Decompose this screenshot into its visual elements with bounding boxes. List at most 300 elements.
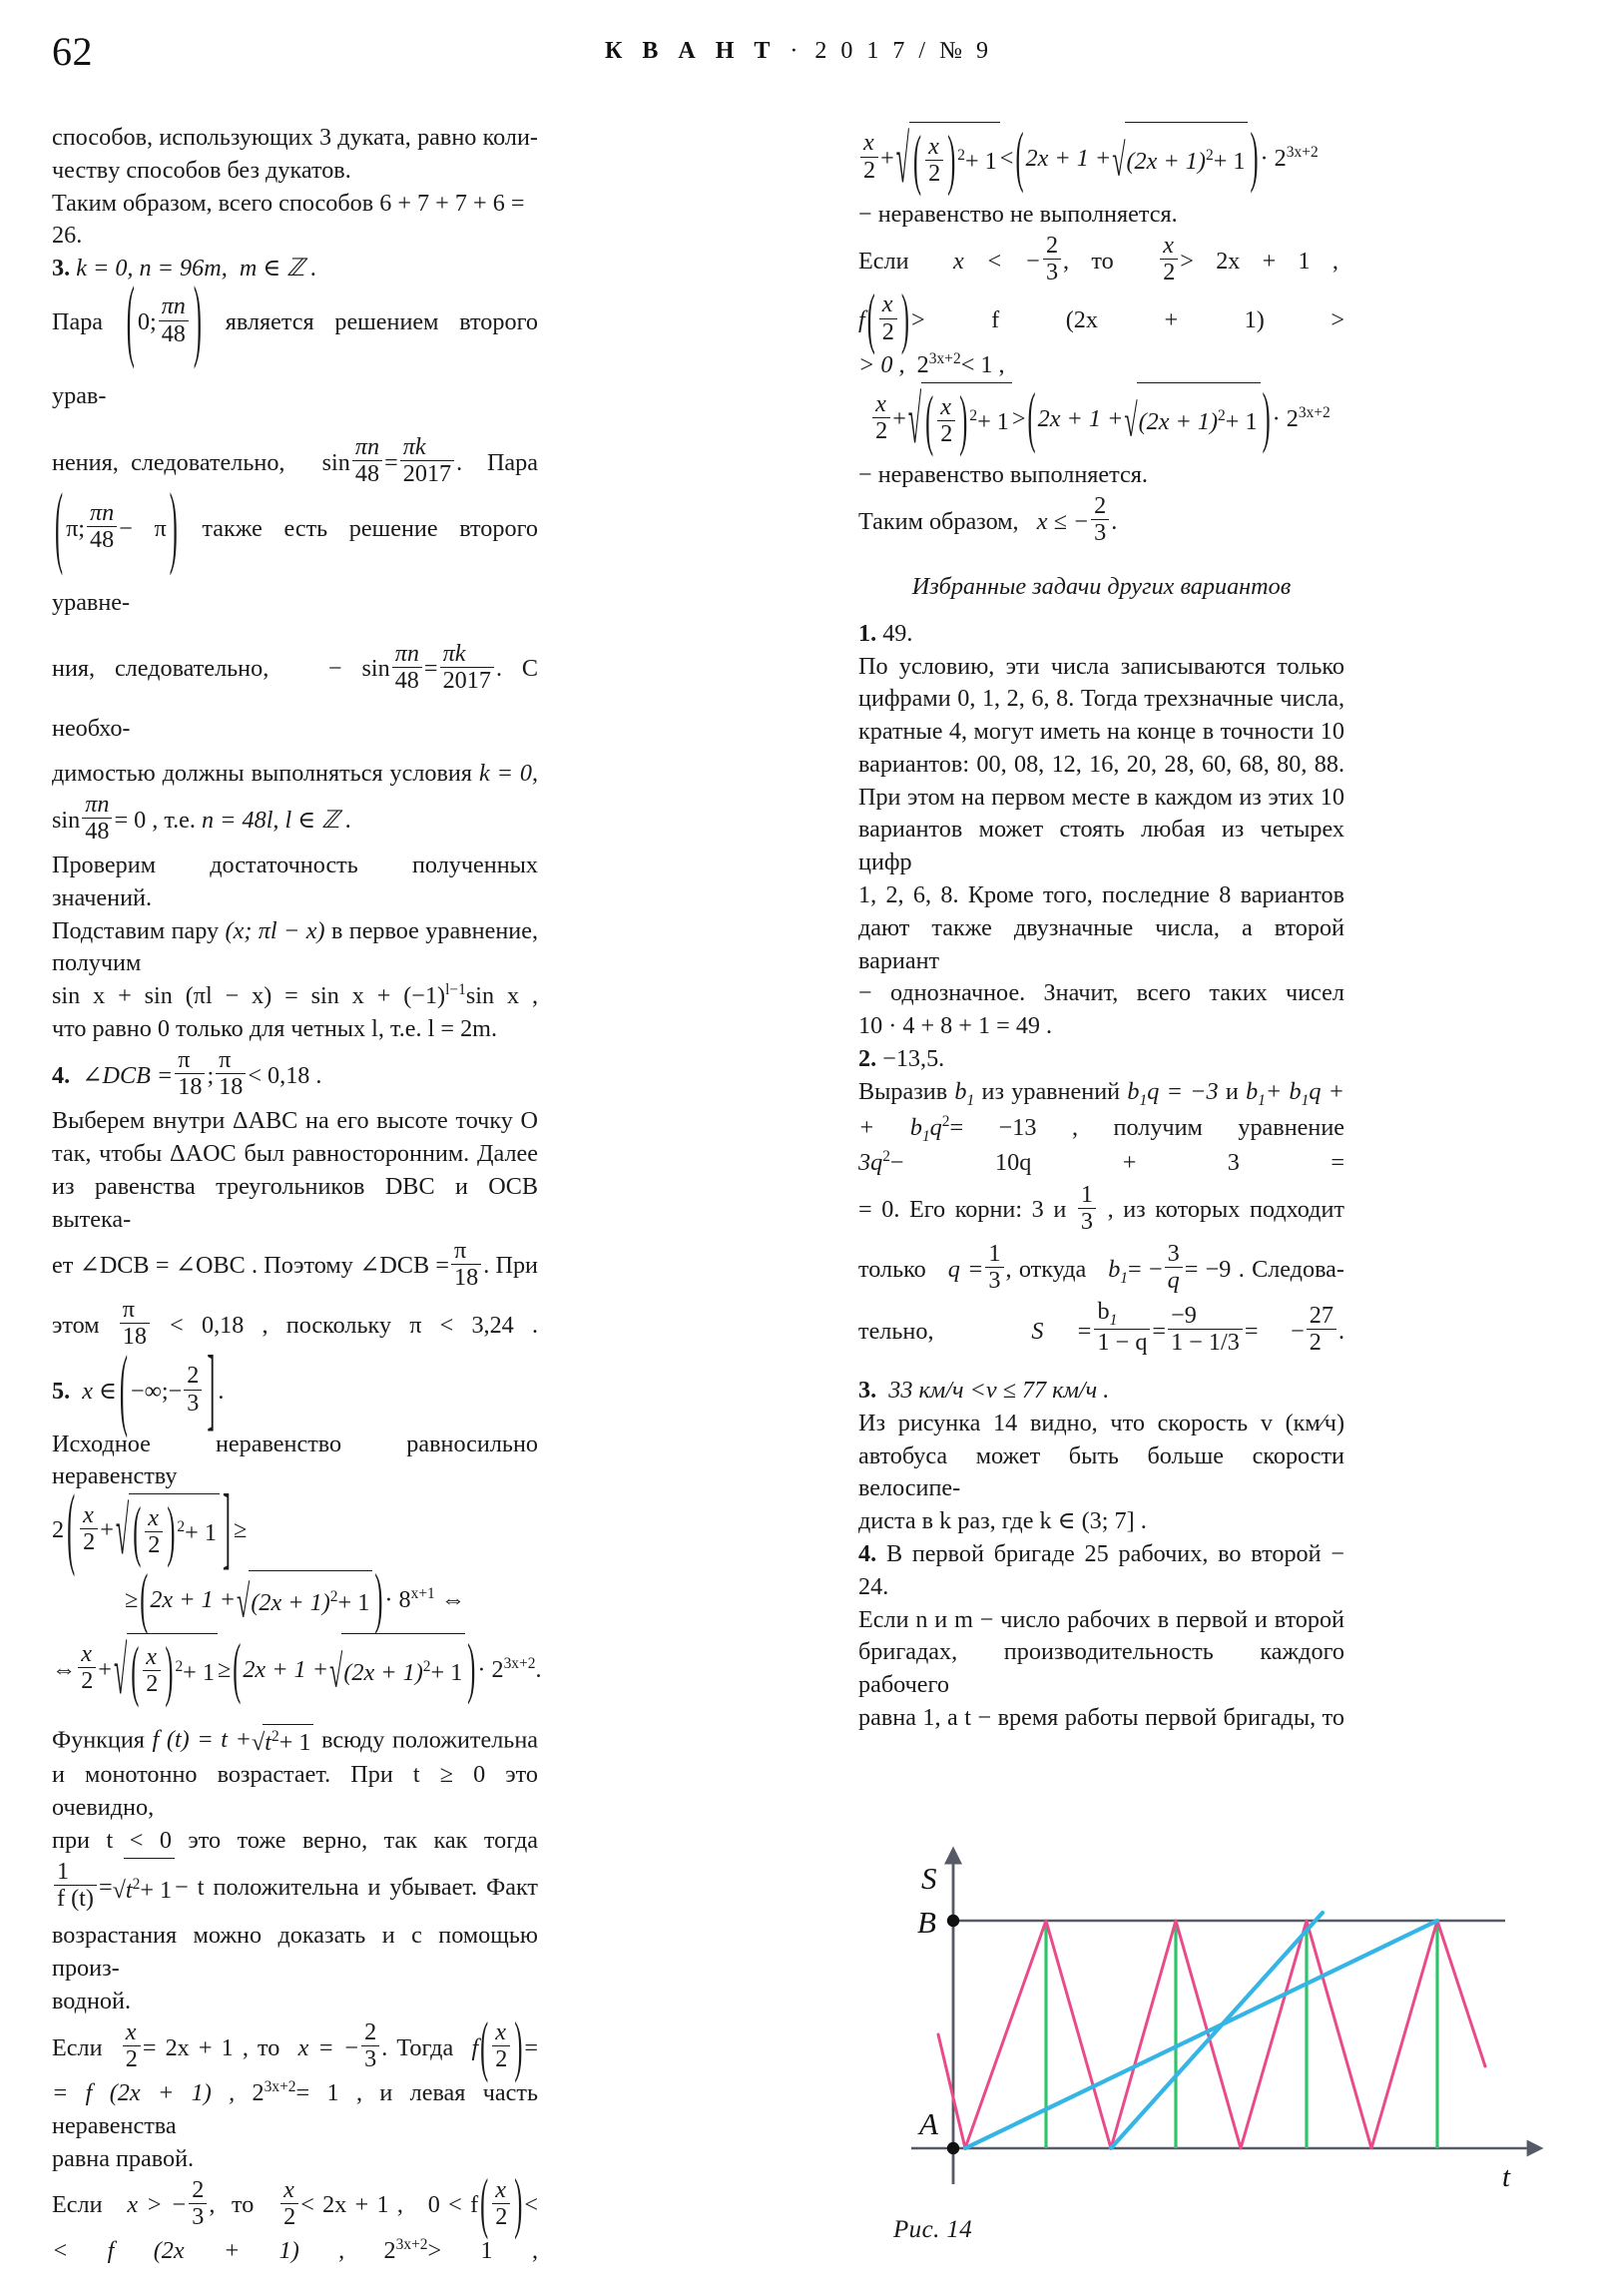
interval-answer bbox=[82, 1338, 225, 1441]
text-et-dcb: ет ∠DCB = ∠OBC . Поэтому ∠DCB = bbox=[52, 1252, 449, 1280]
journal-header bbox=[0, 38, 1597, 65]
frac-numerator: π bbox=[219, 1046, 232, 1074]
paren-close: ) bbox=[165, 1633, 174, 1710]
q-eq-1-3 bbox=[947, 1240, 1006, 1295]
S-equals: S = bbox=[1031, 1317, 1093, 1345]
item-5-label: 5. bbox=[52, 1377, 71, 1405]
var-b1 bbox=[954, 1077, 975, 1109]
exponent: 3x+2 bbox=[395, 2235, 428, 2253]
exponent: 2 bbox=[1218, 407, 1226, 425]
paragraph-one-over-f bbox=[52, 1858, 538, 1921]
exponent: l−1 bbox=[445, 981, 466, 999]
frac-denominator: 2 bbox=[860, 157, 878, 184]
frac-denominator: 2 bbox=[879, 318, 897, 345]
exponent: 2 bbox=[969, 407, 978, 425]
frac-denominator: 18 bbox=[451, 1264, 481, 1291]
exponent: 3x+2 bbox=[1286, 143, 1319, 161]
page-folio: 62 bbox=[52, 29, 93, 74]
right-column bbox=[858, 119, 1344, 1735]
base-2: 2 bbox=[916, 351, 929, 379]
sqrt-2x1-sq-p1-b bbox=[328, 1633, 465, 1710]
sqrt-2x1-sq bbox=[1111, 122, 1248, 199]
text-to: , то bbox=[1063, 247, 1114, 275]
paren-open: ( bbox=[480, 2166, 489, 2243]
paren-open: ( bbox=[866, 282, 875, 357]
task-2-line-2 bbox=[858, 1112, 1344, 1181]
task-1-line-4: вариантов: 00, 08, 12, 16, 20, 28, 60, 68, 80, 88. bbox=[858, 750, 1344, 778]
task-4-label: 4. bbox=[858, 1539, 877, 1567]
plus-one: + 1 bbox=[278, 1728, 311, 1756]
gt-2x1: > 2x + 1 , bbox=[1180, 247, 1338, 275]
subscript: 1 bbox=[1258, 1091, 1266, 1109]
task-3-answer bbox=[858, 1375, 1344, 1408]
f-t-definition: f (t) = t + bbox=[152, 1726, 252, 1754]
paragraph-eq-f2x1 bbox=[52, 2077, 538, 2143]
sum-S-formula bbox=[1031, 1297, 1344, 1357]
task-1-label: 1. bbox=[858, 619, 877, 647]
frac-denominator: 2 bbox=[1160, 259, 1178, 286]
radical-sign: √ bbox=[1112, 135, 1126, 187]
paren-open: ( bbox=[925, 383, 934, 459]
paren-open: ( bbox=[1027, 380, 1036, 456]
frac-numerator: x bbox=[125, 2018, 137, 2046]
frac-denominator: 2017 bbox=[400, 460, 454, 487]
gt-zero: > 0 , bbox=[858, 351, 905, 379]
exponent: 2 bbox=[1205, 146, 1214, 164]
frac-numerator: πk bbox=[442, 639, 466, 667]
base-2: 2 bbox=[252, 2079, 265, 2107]
exponent: 2 bbox=[329, 1588, 338, 1606]
subscript: 1 bbox=[1139, 1091, 1148, 1109]
text-sledova: Следова- bbox=[1252, 1255, 1344, 1283]
task-1-answer bbox=[858, 618, 1344, 651]
paren-close: ) bbox=[1250, 119, 1259, 196]
frac-denominator: 48 bbox=[392, 667, 422, 694]
right-inequality-2 bbox=[858, 382, 1344, 459]
inequality-line-1 bbox=[52, 1477, 538, 1580]
point-B-dot bbox=[947, 1915, 959, 1927]
req1-body bbox=[858, 119, 1319, 199]
period: . bbox=[535, 1655, 542, 1683]
x-lt-minus-23 bbox=[953, 232, 1063, 287]
iff-sign: ⇔ bbox=[52, 1655, 77, 1683]
frac-denominator: 48 bbox=[82, 818, 112, 845]
paragraph-ways-2: чествy способов без дукатов. bbox=[52, 156, 351, 184]
q-symbol: q bbox=[929, 1113, 942, 1141]
exponent: 2 bbox=[941, 1112, 950, 1130]
equals: = bbox=[423, 655, 438, 683]
lt-sign: < bbox=[999, 145, 1014, 172]
paren-close: ) bbox=[959, 383, 968, 459]
frac-numerator: x bbox=[146, 1643, 158, 1671]
task-4-line-3: бригадах, производительность каждого рабочего bbox=[858, 1638, 1344, 1699]
task-3-label: 3. bbox=[858, 1377, 877, 1405]
paragraph-podstavim bbox=[52, 915, 538, 948]
paren-open: ( bbox=[480, 2009, 489, 2085]
frac-numerator: 2 bbox=[192, 2175, 205, 2203]
b-symbol: b bbox=[1108, 1255, 1121, 1283]
frac-denominator: 2 bbox=[280, 2203, 298, 2230]
frac-denominator: 2 bbox=[145, 1531, 163, 1558]
frac-denominator: 18 bbox=[175, 1073, 205, 1100]
frac-denominator: 3 bbox=[1091, 519, 1109, 546]
paren-open: ( bbox=[913, 123, 922, 199]
text-and: и bbox=[1225, 1077, 1239, 1105]
equals-minus: = − bbox=[1244, 1317, 1305, 1345]
frac-denominator: f (t) bbox=[54, 1885, 97, 1912]
text-togda: . Тогда bbox=[381, 2033, 454, 2061]
frac-denominator: 2 bbox=[80, 1528, 98, 1555]
frac-denominator: 48 bbox=[87, 526, 117, 553]
frac-denominator: 2 bbox=[492, 2045, 510, 2072]
paren-close: ) bbox=[514, 2166, 523, 2243]
frac-numerator bbox=[1094, 1299, 1150, 1330]
frac-numerator: x bbox=[495, 2018, 506, 2046]
figure-14 bbox=[891, 1845, 1580, 2274]
task-1-line-7: 1, 2, 6, 8. Кроме того, последние 8 вариантов bbox=[858, 881, 1344, 909]
paren-close: ) bbox=[900, 282, 909, 357]
sin-sum-body: sin x + sin (πl − x) = sin x + (−1) bbox=[52, 982, 446, 1010]
zero-lt-f: 0 < f bbox=[427, 2191, 479, 2219]
paragraph-ishodnoe: Исходное неравенство равносильно неравенству bbox=[52, 1430, 538, 1490]
text-etom: этом bbox=[52, 1311, 100, 1339]
subscript: 1 bbox=[921, 1127, 930, 1145]
answer-item-4 bbox=[52, 1046, 538, 1105]
exponent: 2 bbox=[177, 1518, 186, 1536]
x2-gt-2x1 bbox=[1158, 232, 1338, 287]
frac-denominator: 2 bbox=[925, 160, 943, 187]
frac-numerator: x bbox=[940, 392, 951, 420]
frac-pin-48 bbox=[159, 293, 189, 346]
coeff-2: 2 bbox=[52, 1516, 65, 1544]
pair2-pi: π; bbox=[66, 514, 85, 542]
sqrt-x2-sq-p1 bbox=[114, 1493, 220, 1570]
plus-one: + 1 bbox=[337, 1589, 370, 1617]
ge-sign: ≥ bbox=[234, 1516, 248, 1544]
text-esli: Если bbox=[52, 2033, 103, 2061]
pair-zero: 0; bbox=[137, 307, 157, 335]
paren-close: ) bbox=[169, 475, 178, 579]
word-para-2: Пара bbox=[486, 448, 538, 476]
task-1-line-3: кратные 4, могут иметь на конце в точности 10 bbox=[858, 718, 1344, 746]
frac-numerator: πn bbox=[85, 791, 110, 819]
frac-numerator: 2 bbox=[364, 2018, 377, 2046]
equals-zero: = 0 , т.е. bbox=[114, 806, 196, 834]
inner-2x1: (2x + 1) bbox=[1138, 408, 1219, 436]
text-to: то bbox=[257, 2033, 280, 2061]
exponent: 2 bbox=[422, 1657, 431, 1675]
exponent: 2 bbox=[175, 1657, 184, 1675]
paren-open: ( bbox=[119, 1338, 128, 1441]
radical-sign: √ bbox=[113, 1633, 128, 1710]
text-polozhitelna: положительна и убывает. Факт bbox=[213, 1873, 538, 1901]
paragraph-vodnoy: водной. bbox=[52, 1987, 131, 2014]
paren-close: ) bbox=[374, 1561, 383, 1638]
f-symbol: f bbox=[858, 305, 865, 333]
sqrt-2x1-sq-2 bbox=[1123, 382, 1260, 459]
frac-numerator: 2 bbox=[187, 1362, 200, 1390]
task-3-line-1: Из рисунка 14 видно, что скорость v (км∕ч) bbox=[858, 1409, 1344, 1436]
paragraph-vozrastaniya: возрастания можно доказать и с помощью произ- bbox=[52, 1922, 538, 1983]
frac-numerator: π bbox=[454, 1236, 467, 1264]
frac-numerator: x bbox=[148, 1503, 159, 1531]
text-nenia: нения, следовательно, bbox=[52, 448, 285, 476]
zero-lt-f-x2 bbox=[427, 2166, 539, 2243]
sin-op: sin bbox=[321, 448, 350, 476]
paren-open: ( bbox=[131, 1633, 140, 1710]
task-1-line-2: цифрами 0, 1, 2, 6, 8. Тогда трехзначные числа, bbox=[858, 685, 1344, 713]
radical-sign: √ bbox=[251, 1728, 266, 1756]
exponent: x+1 bbox=[410, 1585, 435, 1603]
text-v-pervoe: в первое уравнение, bbox=[330, 916, 539, 944]
task-2-line-5 bbox=[858, 1299, 1344, 1361]
text-inequality-fails: − неравенство не выполняется. bbox=[858, 200, 1178, 228]
text-otkuda: , откуда bbox=[1005, 1255, 1087, 1283]
mult-8: · 8 bbox=[384, 1586, 411, 1614]
frac-numerator: 2 bbox=[1094, 492, 1107, 520]
b-symbol: b bbox=[1097, 1297, 1110, 1325]
item-3-n: n = 96m, bbox=[139, 255, 228, 283]
eq-x2-2x1 bbox=[121, 2018, 249, 2073]
radical-sign: √ bbox=[1124, 395, 1138, 447]
period: . bbox=[218, 1377, 225, 1405]
period: . bbox=[1111, 507, 1118, 535]
frac-numerator: πn bbox=[90, 499, 115, 527]
paragraph-monotonno: и монотонно возрастает. При t ≥ 0 это очевидно, bbox=[52, 1761, 538, 1822]
text-also-solution: также есть решение второго уравне- bbox=[52, 514, 538, 616]
frac-denominator: 2 bbox=[143, 1670, 161, 1697]
paren-close: ) bbox=[1262, 380, 1271, 456]
paren-close: ) bbox=[167, 1494, 176, 1570]
subscript: 1 bbox=[1301, 1091, 1310, 1109]
plus-one: + 1 bbox=[1225, 408, 1258, 436]
bracket-close: ] bbox=[207, 1338, 216, 1441]
exponent: 3x+2 bbox=[1298, 404, 1331, 422]
x-le-minus: x ≤ − bbox=[1036, 507, 1090, 535]
mult-2: · 2 bbox=[1272, 405, 1299, 433]
text-esli-2: Если bbox=[52, 2191, 103, 2219]
eq3-body bbox=[52, 1630, 542, 1710]
plus-one: + 1 bbox=[430, 1658, 463, 1686]
answer-item-3 bbox=[52, 253, 538, 286]
left-column bbox=[52, 122, 542, 2268]
minus-sin-op: − sin bbox=[327, 655, 390, 683]
x-eq-minus: x = − bbox=[297, 2033, 360, 2061]
iff-sign-1: ⇔ bbox=[440, 1586, 466, 1614]
f-of-x2-1 bbox=[471, 2009, 539, 2085]
radical-sign: √ bbox=[329, 1646, 343, 1698]
minus-sign: − bbox=[168, 1377, 183, 1405]
radical-sign: √ bbox=[907, 383, 922, 459]
radical-sign: √ bbox=[237, 1577, 251, 1629]
plus-one: + 1 bbox=[964, 148, 997, 176]
q-eq-minus3: q = −3 bbox=[1147, 1077, 1219, 1105]
frac-numerator: x bbox=[863, 129, 874, 157]
sqrt-2x1-sq-p1 bbox=[236, 1570, 372, 1632]
radical-sign: √ bbox=[112, 1877, 126, 1905]
text-s-neobho: . С необхо- bbox=[52, 655, 539, 742]
paragraph-vyberem: Выберем внутри ΔABC на его высоте точку O bbox=[52, 1107, 538, 1135]
q-equals: q = bbox=[947, 1255, 984, 1283]
task-1-line-10: 10 · 4 + 8 + 1 = 49 . bbox=[858, 1012, 1053, 1040]
inner-2x1: (2x + 1) bbox=[1126, 148, 1206, 176]
mult-2: · 2 bbox=[1260, 145, 1287, 172]
frac-numerator: x bbox=[283, 2175, 294, 2203]
item-3-label: 3. bbox=[52, 255, 71, 283]
frac-denominator: q bbox=[1165, 1267, 1183, 1294]
plus-one: + 1 bbox=[1213, 148, 1246, 176]
x2-lt-2x1 bbox=[278, 2175, 403, 2231]
text-iz-kotoryh: , из которых подходит bbox=[1107, 1196, 1344, 1224]
subscript: 1 bbox=[966, 1091, 975, 1109]
f-symbol: f bbox=[471, 2033, 479, 2061]
paren-open: ( bbox=[133, 1494, 142, 1570]
n-eq-48l: n = 48l, bbox=[202, 806, 279, 834]
frac-denominator: 3 bbox=[361, 2045, 379, 2072]
paragraph-esli-1 bbox=[52, 2009, 539, 2085]
task-4-line-2: Если n и m − число рабочих в первой и второй bbox=[858, 1605, 1344, 1633]
paren-open: ( bbox=[1015, 119, 1024, 196]
lt-f-2x1: < f (2x + 1) , bbox=[52, 2236, 345, 2264]
text-nia-sled2: ния, следовательно, bbox=[52, 655, 269, 683]
req2-body bbox=[870, 380, 1331, 459]
plus-one: + 1 bbox=[185, 1519, 217, 1547]
frac-denominator: 1 − 1/3 bbox=[1168, 1329, 1243, 1356]
mult-2: · 2 bbox=[477, 1655, 504, 1683]
point-A-dot bbox=[947, 2142, 959, 2154]
frac-numerator: x bbox=[881, 290, 893, 318]
paren-open: ( bbox=[55, 475, 64, 579]
item-3-k: k = 0, bbox=[76, 255, 134, 283]
sqrt-t2-p1-b bbox=[113, 1858, 176, 1920]
frac-denominator: 48 bbox=[352, 460, 382, 487]
task-3-line-3: диста в k раз, где k ∈ (3; 7] . bbox=[858, 1507, 1147, 1535]
section-heading-selected-problems: Избранные задачи других вариантов bbox=[911, 573, 1292, 601]
text-iz-uravneniy: из уравнений bbox=[981, 1077, 1121, 1105]
eq-minus13: = −13 , получим уравнение bbox=[949, 1113, 1344, 1141]
figure-caption: Рис. 14 bbox=[893, 2216, 973, 2243]
sqrt-x2-sq bbox=[894, 122, 1000, 199]
paragraph-minus-sin bbox=[52, 639, 538, 758]
text-inequality-holds: − неравенство выполняется. bbox=[858, 460, 1148, 488]
plus: + bbox=[880, 145, 894, 172]
lt-sign: < bbox=[524, 2191, 539, 2219]
comma: , bbox=[209, 2191, 216, 2219]
gt-sign: > bbox=[1011, 405, 1026, 433]
frac-numerator: x bbox=[1163, 232, 1174, 260]
ge-sign: ≥ bbox=[217, 1655, 232, 1683]
paragraph-proverim: Проверим достаточность полученных значений. bbox=[52, 852, 538, 911]
bus-ray-1 bbox=[965, 1921, 1437, 2148]
equals: = bbox=[98, 1873, 113, 1901]
paragraph-sin-zero bbox=[52, 791, 538, 850]
frac-numerator: 2 bbox=[1045, 232, 1059, 260]
final-answer-x bbox=[1036, 492, 1118, 547]
sqrt-x2-sq-p1-b bbox=[112, 1633, 218, 1710]
task-2-line-3 bbox=[858, 1180, 1344, 1239]
sqrt-x2-sq-2 bbox=[906, 382, 1012, 459]
task-1-line-5: При этом на первом месте в каждом из этих 10 bbox=[858, 783, 1344, 811]
frac-denominator: 3 bbox=[189, 2203, 207, 2230]
frac-numerator: πk bbox=[402, 433, 426, 461]
x-gt-minus: x > − bbox=[127, 2191, 188, 2219]
b1-value bbox=[1108, 1240, 1245, 1295]
frac-numerator: 1 bbox=[1080, 1180, 1093, 1208]
text-esli: Если bbox=[858, 247, 909, 275]
exponent: 2 bbox=[270, 1727, 279, 1745]
paren-open: ( bbox=[67, 1477, 76, 1580]
figure-14-svg bbox=[891, 1845, 1580, 2244]
task-1-line-6: вариантов может стоять любая из четырех цифр bbox=[858, 816, 1344, 876]
radical-sign: √ bbox=[895, 123, 910, 199]
gt-one: > 1 , bbox=[427, 2236, 538, 2264]
b-symbol: b bbox=[1127, 1077, 1140, 1105]
text-vyraziv: Выразив bbox=[858, 1077, 948, 1105]
header-separator: · bbox=[790, 38, 802, 64]
frac-denominator: 18 bbox=[216, 1073, 246, 1100]
radical-sign: √ bbox=[115, 1494, 130, 1570]
task-4-text-1: В первой бригаде 25 рабочих, во второй − 24. bbox=[858, 1539, 1344, 1600]
paragraph-pair-2 bbox=[52, 475, 538, 640]
eq-minus9: = −9 . bbox=[1184, 1255, 1245, 1283]
right-inequality-1 bbox=[858, 119, 1344, 199]
equation-1-over-ft bbox=[52, 1858, 205, 1913]
frac-numerator: πn bbox=[354, 433, 380, 461]
frac-pi-18 bbox=[451, 1238, 481, 1291]
ge-sign: ≥ bbox=[124, 1586, 139, 1614]
exponent: 3x+2 bbox=[264, 2078, 296, 2095]
frac-denominator: 18 bbox=[120, 1323, 150, 1350]
text-poluchim: получим bbox=[52, 949, 142, 977]
text-pow-tail: = 1 , и левая часть неравенства bbox=[52, 2079, 538, 2139]
subscript: 1 bbox=[1120, 1269, 1129, 1287]
frac-denominator: 2 bbox=[123, 2045, 141, 2072]
b-symbol: b bbox=[1246, 1077, 1259, 1105]
expr-2x1: 2x + 1 + bbox=[150, 1586, 237, 1614]
task-2-answer bbox=[858, 1043, 1344, 1076]
frac-denominator: 2017 bbox=[440, 667, 494, 694]
task-2-line-1 bbox=[858, 1076, 1344, 1112]
paragraph-dimostyu bbox=[52, 758, 538, 791]
plus-one: + 1 bbox=[183, 1658, 215, 1686]
frac-numerator: −9 bbox=[1171, 1302, 1197, 1330]
expr-2x1: 2x + 1 + bbox=[243, 1655, 329, 1683]
minus-t: − t bbox=[175, 1873, 205, 1901]
lt-2x1: < 2x + 1 , bbox=[300, 2191, 403, 2219]
plus-one: + 1 bbox=[977, 408, 1009, 436]
paren-open: ( bbox=[233, 1630, 242, 1707]
eq1-body bbox=[52, 1477, 248, 1580]
frac-numerator: x bbox=[81, 1640, 92, 1668]
frac-numerator: x bbox=[495, 2175, 506, 2203]
paren-close: ) bbox=[947, 123, 956, 199]
x-gt-minus-23 bbox=[127, 2175, 216, 2231]
text-podstavim: Подставим пару bbox=[52, 916, 220, 944]
text-to-2: то bbox=[231, 2191, 255, 2219]
axis-y-label: S bbox=[921, 1861, 937, 1896]
plus: + bbox=[892, 405, 906, 433]
paren-open: ( bbox=[140, 1561, 149, 1638]
paren-open: ( bbox=[126, 269, 135, 372]
pow-eq-1 bbox=[253, 2079, 296, 2106]
text-dimostyu: димостью должны выполняться условия bbox=[52, 760, 472, 788]
less-than-018: < 0,18 . bbox=[248, 1061, 322, 1089]
frac-denominator: 2 bbox=[1307, 1329, 1336, 1356]
sin-op: sin bbox=[52, 806, 81, 834]
paragraph-tak-chtoby: так, чтобы ΔAOC был равносторонним. Далее bbox=[52, 1139, 538, 1167]
task-1-value: 49. bbox=[882, 619, 913, 647]
frac-numerator: x bbox=[83, 1500, 94, 1528]
